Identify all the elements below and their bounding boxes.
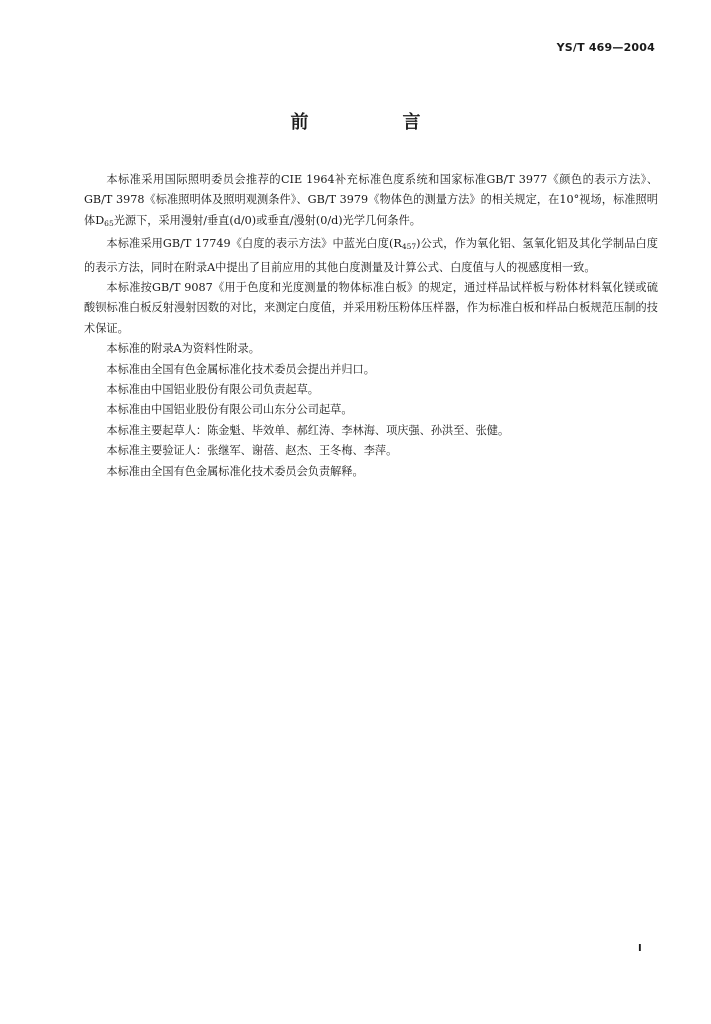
paragraph-proposer: 本标准由全国有色金属标准化技术委员会提出并归口。 xyxy=(106,362,375,376)
paragraph-text-tail: )公式，作为氧化铝、氢氧化铝及其化学制品白度的表示方法，同时在附录A中提出了目前应用的其他白度测量及计算公式、白度值与人的视感度相一致。 xyxy=(84,237,658,274)
paragraph-text: 本标准采用GB/T 17749《白度的表示方法》中蓝光白度(R xyxy=(106,237,402,251)
paragraph-drafters: 本标准主要起草人：陈金魁、毕效单、郝红涛、李林海、项庆强、孙洪至、张健。 xyxy=(106,423,510,437)
paragraph-text: 本标准采用国际照明委员会推荐的CIE 1964补充标准色度系统和国家标准GB/T 3977《颜色的表示方法》、GB/T 3978《标准照明体及照明观测条件》、GB/T 3979《物体色的测量方法》的相关规定，在10°视场，标准照明体D xyxy=(84,173,658,227)
page-title: 前 言 xyxy=(290,112,459,133)
foreword-body xyxy=(84,170,658,482)
paragraph-whiteness xyxy=(84,234,658,278)
paragraph-interpretation: 本标准由全国有色金属标准化技术委员会负责解释。 xyxy=(106,464,364,478)
paragraph-verifiers: 本标准主要验证人：张继军、谢蓓、赵杰、王冬梅、李萍。 xyxy=(106,444,398,458)
paragraph-responsible: 本标准由中国铝业股份有限公司负责起草。 xyxy=(106,383,319,397)
paragraph-text-tail: 光源下，采用漫射/垂直(d/0)或垂直/漫射(0/d)光学几何条件。 xyxy=(113,213,421,227)
standard-code: YS/T 469—2004 xyxy=(556,41,655,54)
page-number: I xyxy=(638,943,642,954)
paragraph-annex: 本标准的附录A为资料性附录。 xyxy=(106,342,260,356)
paragraph-drafting-unit: 本标准由中国铝业股份有限公司山东分公司起草。 xyxy=(106,403,353,417)
paragraph-scope xyxy=(84,170,658,234)
subscript-wavelength: 457 xyxy=(401,242,417,252)
subscript-illuminant: 65 xyxy=(104,218,114,228)
paragraph-method: 本标准按GB/T 9087《用于色度和光度测量的物体标准白板》的规定，通过样品试样板与粉体材料氧化镁或硫酸钡标准白板反射漫射因数的对比，来测定白度值，并采用粉压粉体压样器，作为标准白板和样品白板规范压制的技术保证。 xyxy=(84,281,658,335)
